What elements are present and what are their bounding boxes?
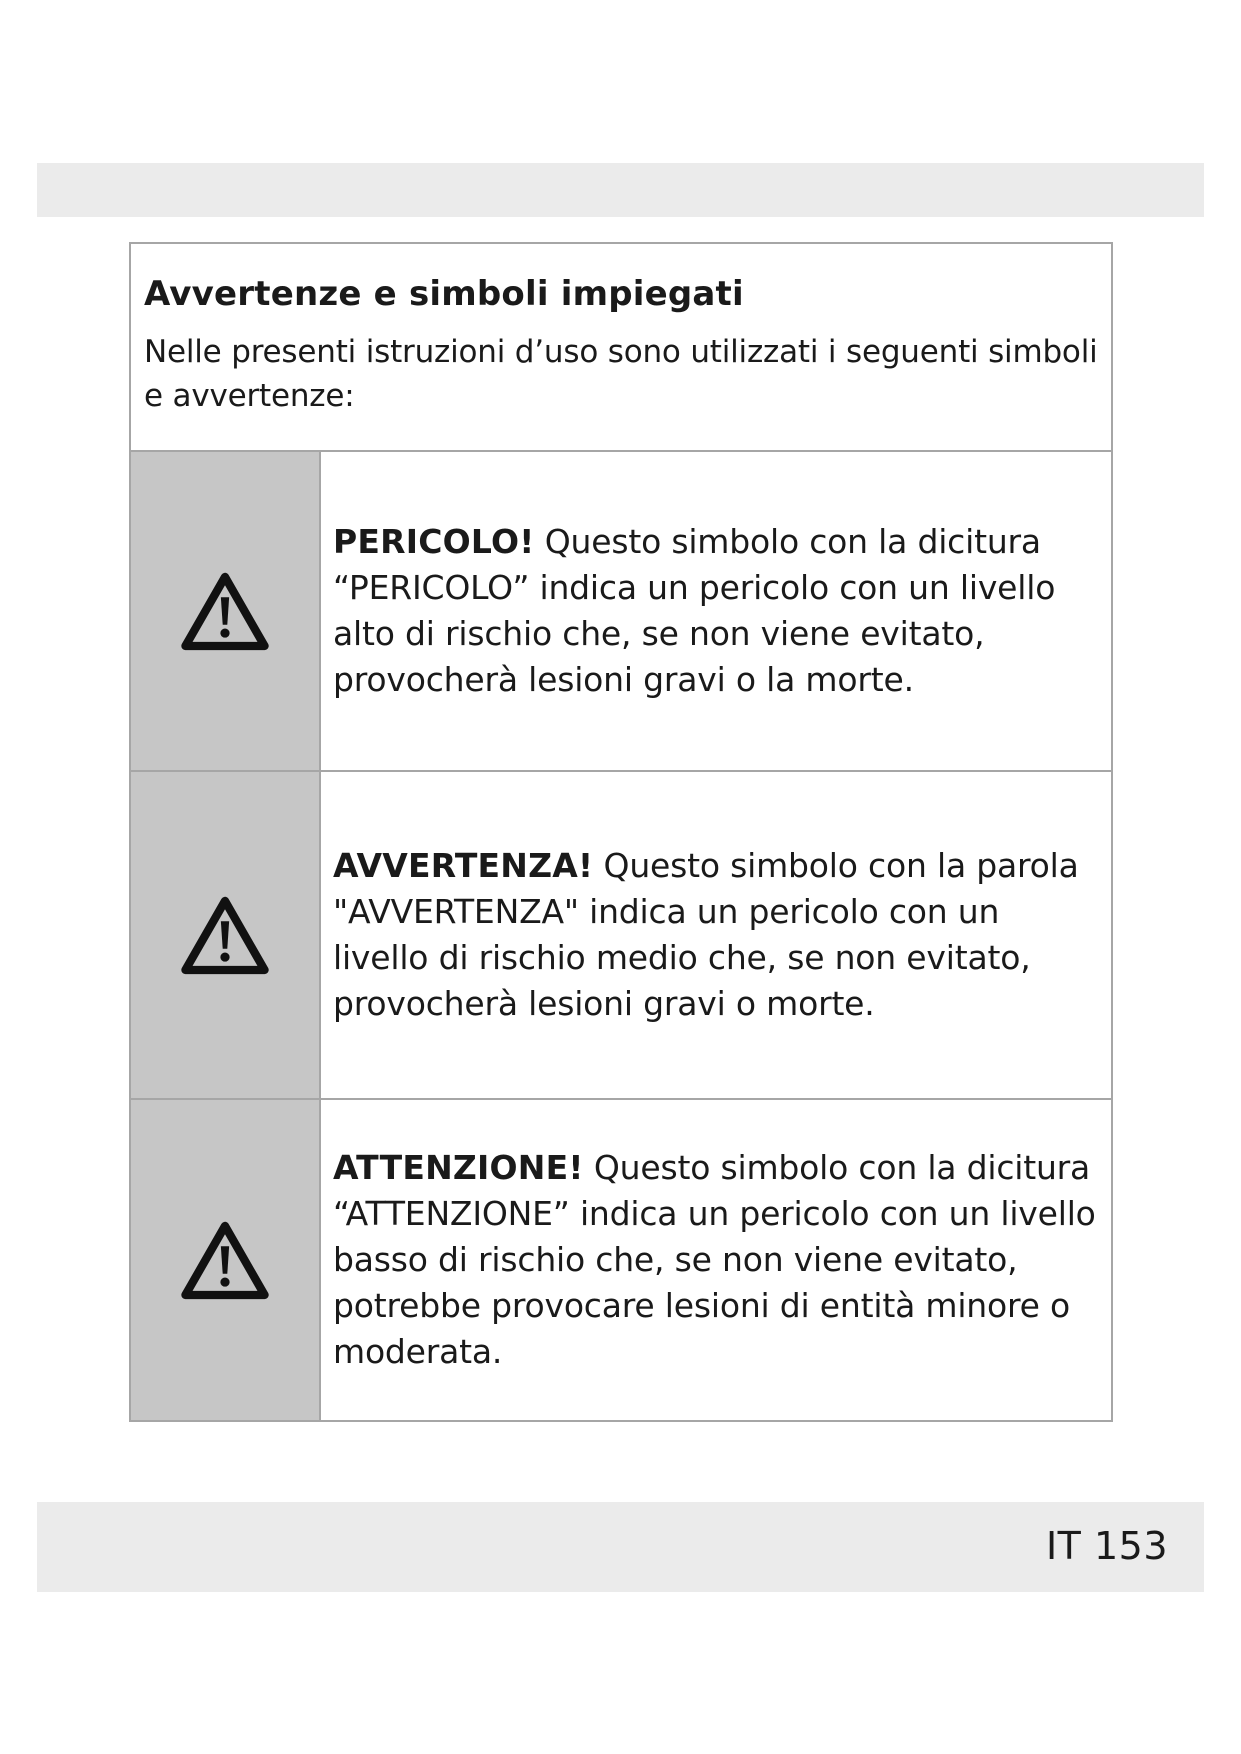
icon-cell: [131, 1100, 321, 1420]
warning-row-caution: [131, 1100, 1111, 1420]
warning-paragraph: [333, 519, 1099, 703]
warning-row-warning: [131, 772, 1111, 1100]
warning-triangle-icon: [179, 893, 271, 977]
section-title: Avvertenze e simboli impiegati: [144, 274, 744, 314]
icon-cell: [131, 772, 321, 1098]
icon-cell: [131, 452, 321, 770]
warning-text-cell: [333, 772, 1099, 1098]
warning-triangle-icon: [179, 569, 271, 653]
section-intro: Nelle presenti istruzioni d’uso sono utilizzati i seguenti simboli e avvertenze:: [144, 334, 1098, 414]
page-number: IT 153: [1045, 1524, 1168, 1568]
warning-description: Questo simbolo con la dicitura “ATTENZIONE” indica un pericolo con un livello basso di rischio che, se non viene evitato, potrebbe provocare lesioni di entità minore o moderata.: [333, 1148, 1096, 1371]
warnings-table: [129, 242, 1113, 1422]
warning-paragraph: [333, 1145, 1099, 1375]
top-band: [37, 163, 1204, 217]
warning-description: Questo simbolo con la parola "AVVERTENZA" indica un pericolo con un livello di rischio medio che, se non evitato, provocherà lesioni gravi o morte.: [333, 846, 1079, 1023]
warning-triangle-icon: [179, 1218, 271, 1302]
signal-word: PERICOLO!: [333, 522, 535, 561]
table-header: [131, 244, 1111, 452]
signal-word: ATTENZIONE!: [333, 1148, 584, 1187]
warning-description: Questo simbolo con la dicitura “PERICOLO” indica un pericolo con un livello alto di rischio che, se non viene evitato, provocherà lesioni gravi o la morte.: [333, 522, 1056, 699]
footer-band: [37, 1502, 1204, 1592]
signal-word: AVVERTENZA!: [333, 846, 594, 885]
warning-paragraph: [333, 843, 1099, 1027]
warning-text-cell: [333, 1100, 1099, 1420]
warning-row-danger: [131, 452, 1111, 772]
warning-text-cell: [333, 452, 1099, 770]
